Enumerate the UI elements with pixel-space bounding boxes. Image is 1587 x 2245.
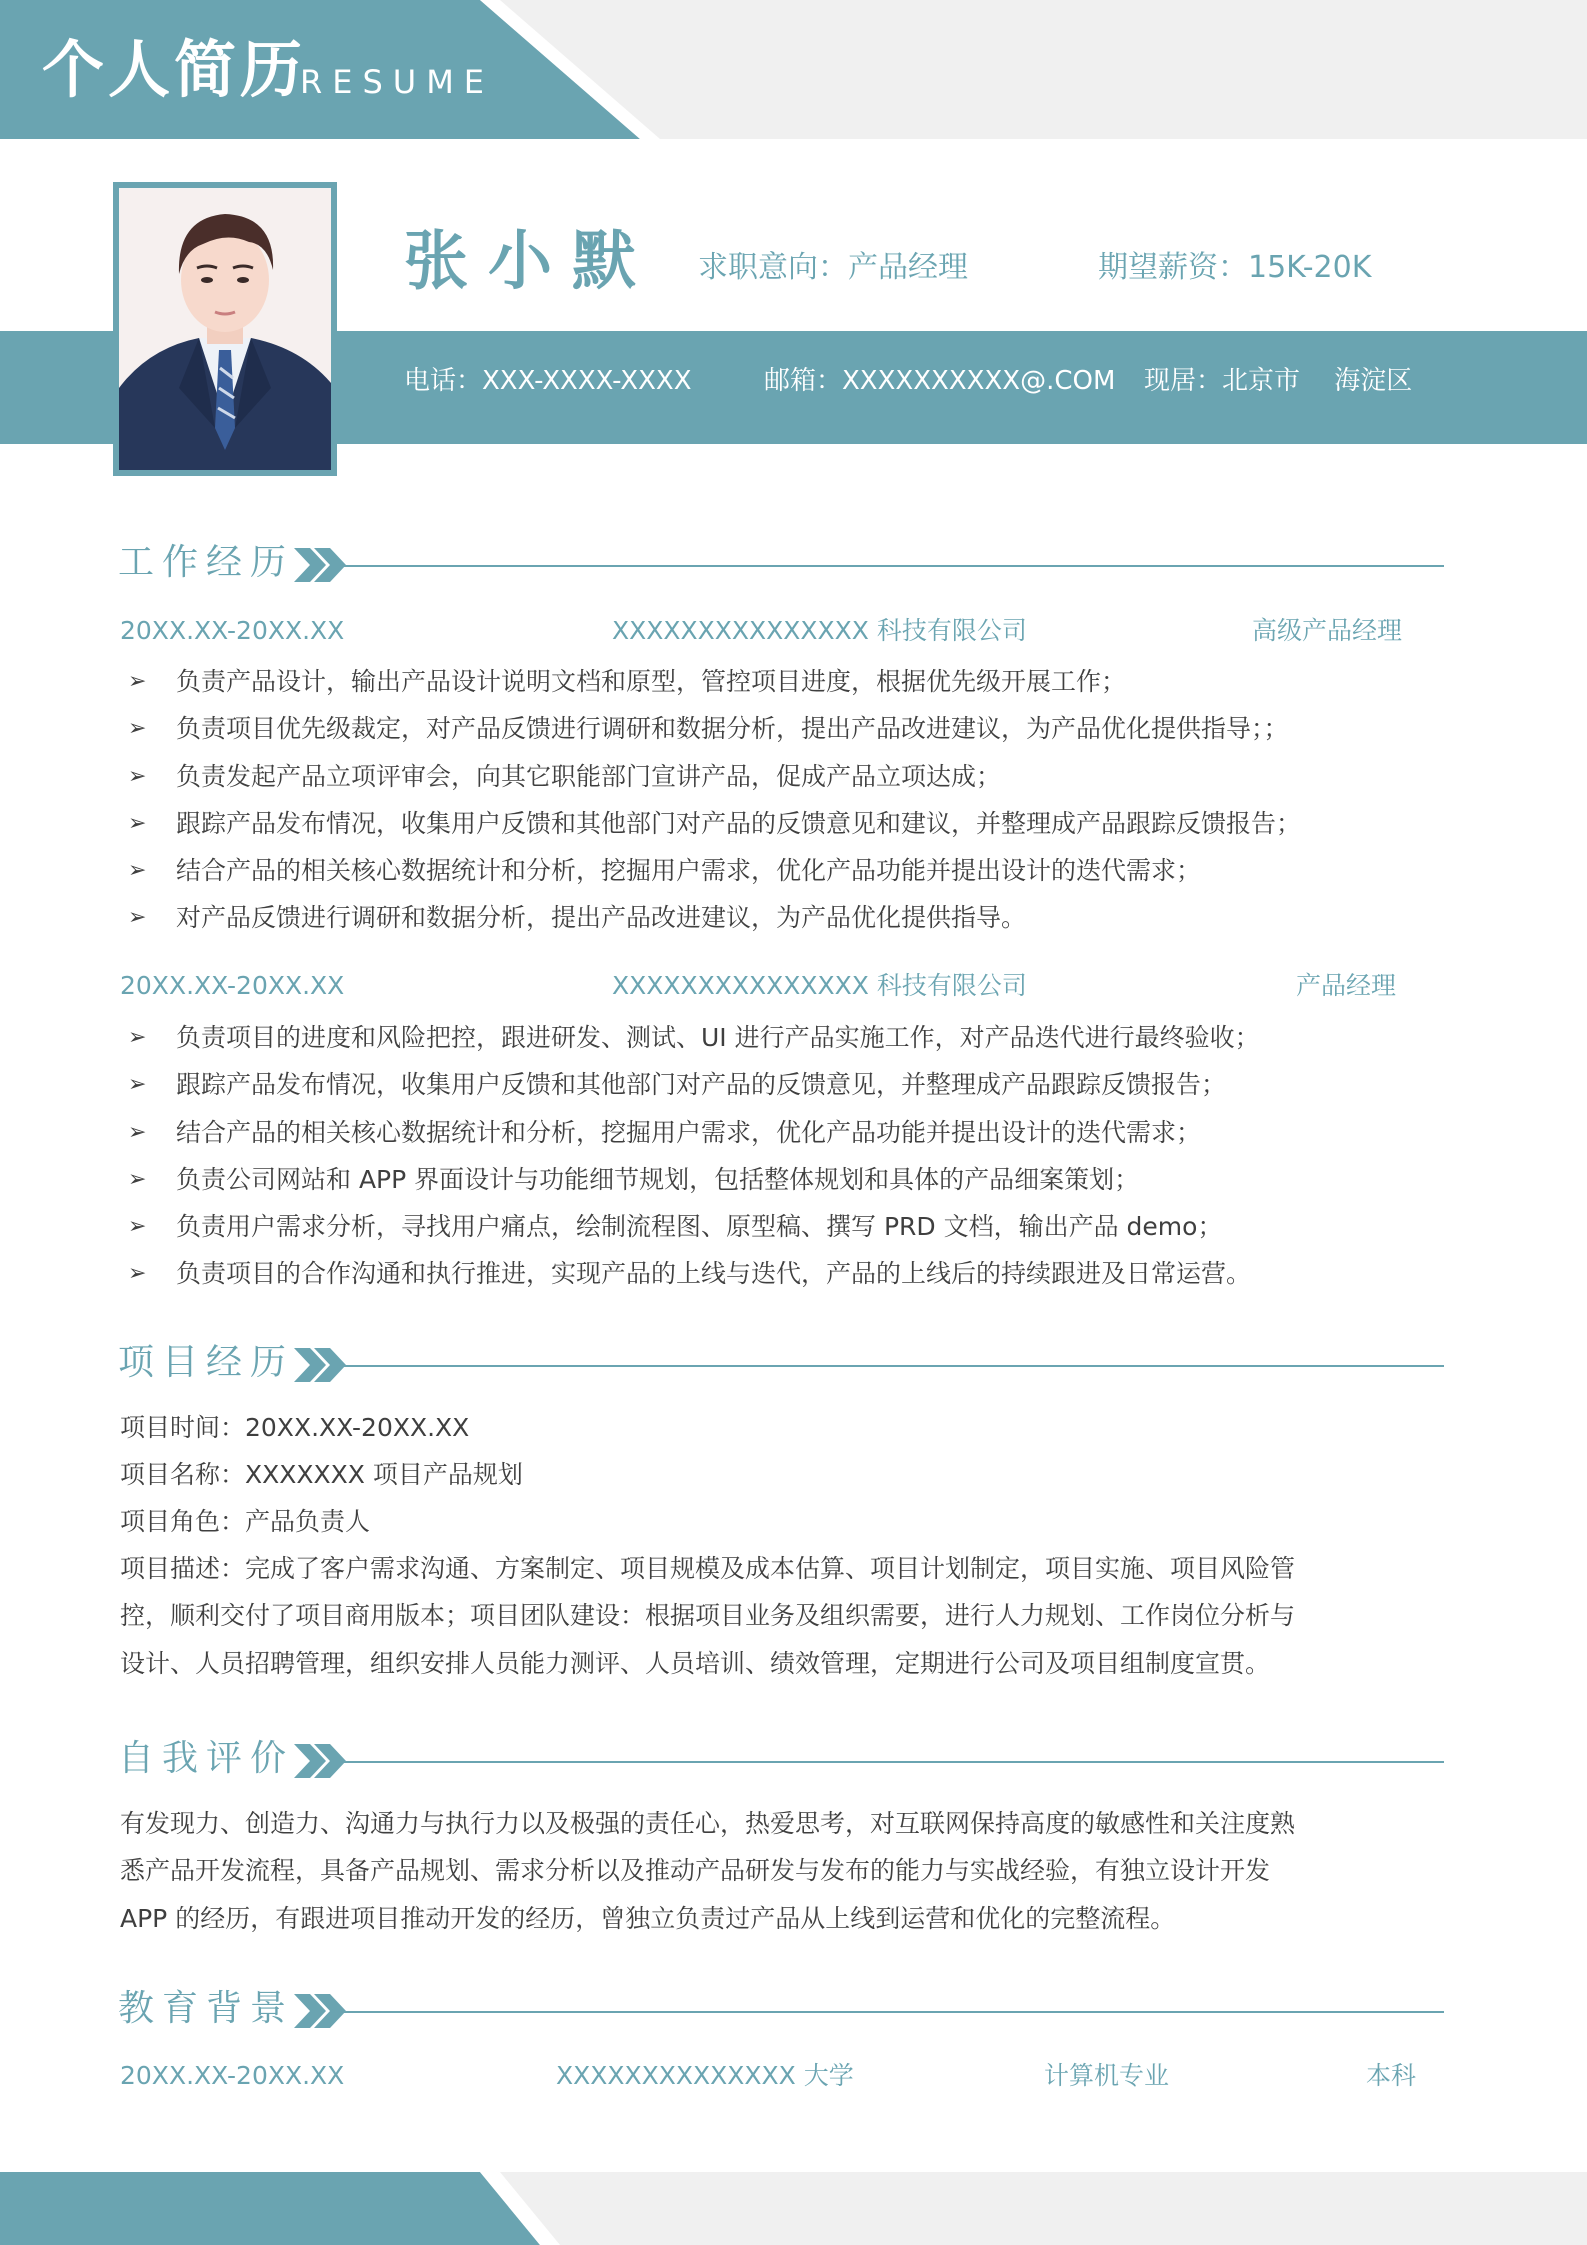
section-title-education: 教育背景 [118, 1988, 295, 2029]
arrowhead-icon: ➢ [128, 716, 147, 742]
list-item: ➢ 负责用户需求分析，寻找用户痛点，绘制流程图、原型稿、撰写 PRD 文档，输出产品 demo； [120, 1203, 1260, 1250]
project-description [120, 1545, 1295, 1687]
job-company: XXXXXXXXXXXXXXX 科技有限公司 [612, 971, 1027, 1000]
description-line: 设计、人员招聘管理，组织安排人员能力测评、人员培训、绩效管理，定期进行公司及项目组制度宣贯。 [120, 1648, 1271, 1678]
education-date: 20XX.XX-20XX.XX [120, 2061, 345, 2090]
resume-title: 个人简历 [42, 33, 307, 106]
list-item: ➢ 负责项目的合作沟通和执行推进，实现产品的上线与迭代，产品的上线后的持续跟进及日常运营。 [120, 1250, 1260, 1297]
job-duties-list [120, 658, 1301, 942]
arrowhead-icon: ➢ [128, 1025, 147, 1050]
avatar [119, 188, 331, 470]
double-chevron-icon [292, 1742, 348, 1780]
job-duties-list [120, 1014, 1260, 1298]
arrowhead-icon: ➢ [128, 669, 147, 694]
job-intent: 求职意向：产品经理 [698, 250, 968, 285]
arrowhead-icon: ➢ [128, 1166, 147, 1192]
description-line: 控，顺利交付了项目商用版本；项目团队建设：根据项目业务及组织需要，进行人力规划、工作岗位分析与 [120, 1601, 1296, 1631]
list-item: ➢ 结合产品的相关核心数据统计和分析，挖掘用户需求，优化产品功能并提出设计的迭代需求； [120, 1109, 1260, 1156]
job-role: 高级产品经理 [1252, 616, 1403, 645]
evaluation-line: 有发现力、创造力、沟通力与执行力以及极强的责任心，热爱思考，对互联网保持高度的敏感性和关注度熟 [120, 1809, 1296, 1838]
arrowhead-icon: ➢ [128, 763, 147, 789]
section-title-project: 项目经历 [118, 1342, 295, 1383]
list-item: ➢ 负责发起产品立项评审会，向其它职能部门宣讲产品，促成产品立项达成； [120, 753, 1301, 800]
arrowhead-icon: ➢ [128, 1214, 147, 1240]
double-chevron-icon [292, 1992, 348, 2030]
arrowhead-icon: ➢ [128, 1119, 147, 1145]
education-major: 计算机专业 [1044, 2061, 1170, 2090]
job-date: 20XX.XX-20XX.XX [120, 971, 345, 1000]
expected-salary: 期望薪资：15K-20K [1098, 250, 1372, 285]
footer-teal-band [0, 2172, 540, 2245]
self-evaluation [120, 1800, 1295, 1942]
list-item: ➢ 负责公司网站和 APP 界面设计与功能细节规划，包括整体规划和具体的产品细案策划； [120, 1156, 1260, 1203]
location: 现居：北京市 海淀区 [1144, 366, 1413, 396]
resume-subtitle: RESUME [300, 63, 495, 101]
list-item: ➢ 负责项目优先级裁定，对产品反馈进行调研和数据分析，提出产品改进建议，为产品优化提供指导；； [120, 705, 1301, 752]
education-degree: 本科 [1366, 2061, 1417, 2090]
evaluation-line: 悉产品开发流程，具备产品规划、需求分析以及推动产品研发与发布的能力与实战经验，有独立设计开发 [120, 1856, 1271, 1886]
list-item: ➢ 跟踪产品发布情况，收集用户反馈和其他部门对产品的反馈意见和建议，并整理成产品跟踪反馈报告； [120, 800, 1301, 847]
section-title-self: 自我评价 [118, 1738, 295, 1779]
candidate-name: 张小默 [404, 225, 656, 299]
section-divider [344, 565, 1444, 567]
job-company: XXXXXXXXXXXXXXX 科技有限公司 [612, 616, 1027, 645]
email: 邮箱：XXXXXXXXXX@.COM [764, 366, 1116, 396]
list-item: ➢ 负责产品设计，输出产品设计说明文档和原型，管控项目进度，根据优先级开展工作； [120, 658, 1301, 705]
evaluation-line: APP 的经历，有跟进项目推动开发的经历，曾独立负责过产品从上线到运营和优化的完整流程。 [120, 1903, 1176, 1933]
avatar-illustration [119, 188, 331, 470]
project-name: 项目名称：XXXXXXX 项目产品规划 [120, 1460, 523, 1489]
arrowhead-icon: ➢ [128, 858, 147, 884]
list-item: ➢ 负责项目的进度和风险把控，跟进研发、测试、UI 进行产品实施工作，对产品迭代进行最终验收； [120, 1014, 1260, 1061]
section-divider [344, 2011, 1444, 2013]
project-role: 项目角色：产品负责人 [120, 1507, 371, 1536]
education-school: XXXXXXXXXXXXXX 大学 [556, 2061, 854, 2090]
section-title-work: 工作经历 [118, 542, 295, 583]
list-item: ➢ 跟踪产品发布情况，收集用户反馈和其他部门对产品的反馈意见，并整理成产品跟踪反馈报告； [120, 1061, 1260, 1108]
arrowhead-icon: ➢ [128, 1072, 147, 1098]
arrowhead-icon: ➢ [128, 1261, 147, 1287]
job-date: 20XX.XX-20XX.XX [120, 616, 345, 645]
list-item: ➢ 对产品反馈进行调研和数据分析，提出产品改进建议，为产品优化提供指导。 [120, 894, 1301, 941]
section-divider [344, 1761, 1444, 1763]
project-time: 项目时间：20XX.XX-20XX.XX [120, 1413, 470, 1442]
list-item: ➢ 结合产品的相关核心数据统计和分析，挖掘用户需求，优化产品功能并提出设计的迭代需求； [120, 847, 1301, 894]
arrowhead-icon: ➢ [128, 810, 147, 836]
phone: 电话：XXX-XXXX-XXXX [404, 366, 692, 396]
description-line: 项目描述：完成了客户需求沟通、方案制定、项目规模及成本估算、项目计划制定，项目实施、项目风险管 [120, 1554, 1296, 1583]
job-role: 产品经理 [1296, 971, 1397, 1000]
section-divider [344, 1365, 1444, 1367]
double-chevron-icon [292, 1346, 348, 1384]
arrowhead-icon: ➢ [128, 905, 147, 931]
double-chevron-icon [292, 546, 348, 584]
